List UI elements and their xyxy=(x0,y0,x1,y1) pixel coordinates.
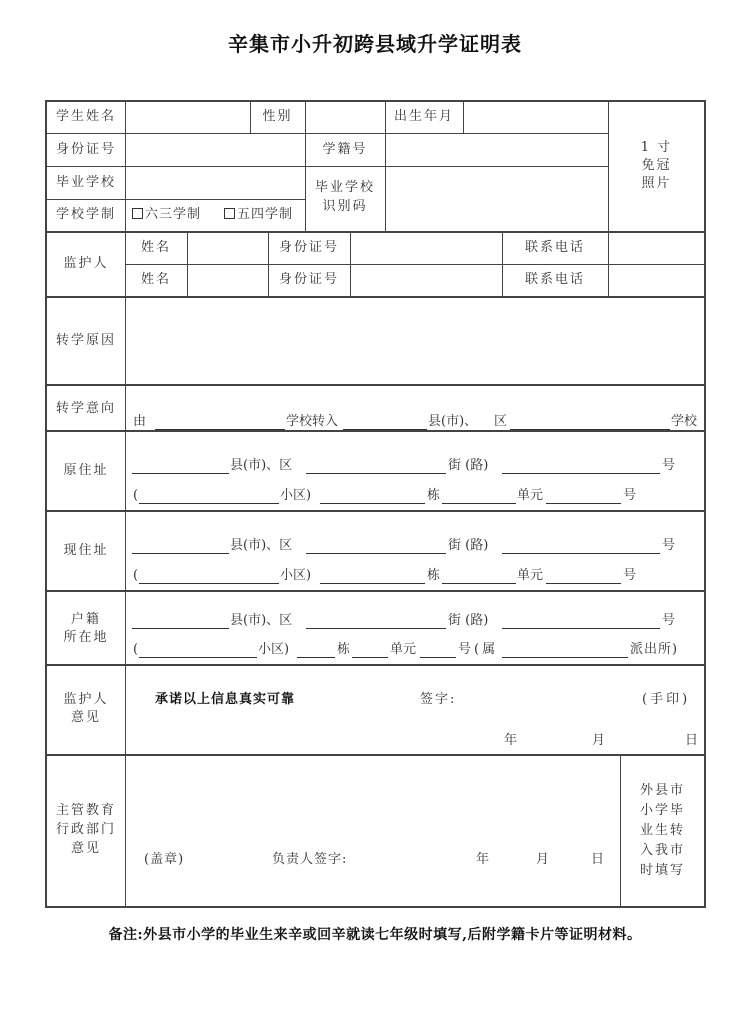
grad-school-label: 毕业学校 xyxy=(55,175,116,190)
guardian2-id-label: 身份证号 xyxy=(278,272,339,287)
cur-unit-blank[interactable] xyxy=(442,583,516,584)
cur-community-label: 小区) xyxy=(280,568,312,583)
edu-day-label: 日 xyxy=(591,852,607,867)
hukou-belongs-label: 号(属 xyxy=(458,642,499,657)
cur-unit-label: 单元 xyxy=(517,568,544,583)
edu-dept-label-3: 意见 xyxy=(70,841,101,856)
col-line xyxy=(350,231,351,296)
side-note-4: 入我市 xyxy=(639,843,685,858)
row-line xyxy=(45,384,706,386)
row-line xyxy=(45,199,305,200)
side-note-2: 小学毕 xyxy=(639,803,685,818)
gender-field[interactable] xyxy=(307,102,384,132)
hukou-county-blank[interactable] xyxy=(132,628,229,629)
photo-area[interactable] xyxy=(610,102,704,230)
cur-community-blank[interactable] xyxy=(139,583,279,584)
col-line xyxy=(463,100,464,133)
cur-county-blank[interactable] xyxy=(132,553,229,554)
edu-dept-label-1: 主管教育 xyxy=(55,803,116,818)
hukou-community-label: 小区) xyxy=(258,642,290,657)
hukou-unit-label: 单元 xyxy=(390,642,417,657)
orig-community-blank[interactable] xyxy=(139,503,279,504)
hukou-community-blank[interactable] xyxy=(139,657,257,658)
guardian-day-label: 日 xyxy=(685,733,701,748)
guardian1-id-label: 身份证号 xyxy=(278,240,339,255)
orig-number-blank[interactable] xyxy=(502,473,660,474)
orig-street-label: 街 (路) xyxy=(448,458,489,473)
cur-number-blank[interactable] xyxy=(502,553,660,554)
row-line xyxy=(45,430,706,432)
school-code-field[interactable] xyxy=(387,168,607,230)
footnote: 备注:外县市小学的毕业生来辛或回辛就读七年级时填写,后附学籍卡片等证明材料。 xyxy=(108,927,642,943)
gender-label: 性别 xyxy=(262,109,293,124)
guardian-signature-field[interactable] xyxy=(460,685,630,711)
hukou-room-blank[interactable] xyxy=(420,657,456,658)
cur-building-label: 栋 xyxy=(427,568,443,583)
orig-county-label: 县(市)、区 xyxy=(230,458,293,473)
orig-unit-label: 单元 xyxy=(517,488,544,503)
table-border-bottom xyxy=(45,906,706,908)
guardian-signature-label: 签字: xyxy=(420,692,457,707)
orig-room-label: 号 xyxy=(623,488,639,503)
hukou-label-2: 所在地 xyxy=(63,630,109,645)
side-note-5: 时填写 xyxy=(639,863,685,878)
guardian-opinion-label-2: 意见 xyxy=(70,710,101,725)
edu-seal-label: (盖章) xyxy=(144,852,185,867)
system-option-63-label: 六三学制 xyxy=(145,207,202,222)
hukou-building-blank[interactable] xyxy=(297,657,335,658)
guardian2-phone-field[interactable] xyxy=(610,266,704,295)
edu-dept-label-2: 行政部门 xyxy=(55,822,116,837)
original-address-label: 原住址 xyxy=(63,463,109,478)
birth-field[interactable] xyxy=(465,102,607,132)
guardian1-phone-label: 联系电话 xyxy=(524,240,585,255)
hukou-building-label: 栋 xyxy=(337,642,353,657)
student-name-label: 学生姓名 xyxy=(55,109,116,124)
student-no-label: 学籍号 xyxy=(322,142,368,157)
hukou-street-label: 街 (路) xyxy=(448,613,489,628)
guardian-promise: 承诺以上信息真实可靠 xyxy=(155,692,296,707)
edu-signer-label: 负责人签字: xyxy=(272,852,348,867)
current-address-label: 现住址 xyxy=(63,543,109,558)
id-number-field[interactable] xyxy=(127,135,304,165)
intent-from-school-blank[interactable] xyxy=(155,429,285,430)
row-line xyxy=(45,590,706,592)
transfer-intent-label: 转学意向 xyxy=(55,401,116,416)
guardian2-name-label: 姓名 xyxy=(140,272,171,287)
guardian-label: 监护人 xyxy=(63,256,109,271)
checkbox-icon[interactable] xyxy=(224,208,235,219)
cur-open-paren: ( xyxy=(133,568,141,583)
intent-school-transfer: 学校转入 xyxy=(286,414,339,429)
hukou-number-blank[interactable] xyxy=(502,628,660,629)
intent-school: 学校 xyxy=(671,414,698,429)
cur-number-label: 号 xyxy=(662,538,678,553)
orig-open-paren: ( xyxy=(133,488,141,503)
birth-label: 出生年月 xyxy=(393,109,454,124)
photo-label-3: 照片 xyxy=(641,176,672,191)
school-code-label-1: 毕业学校 xyxy=(314,180,375,195)
grad-school-field[interactable] xyxy=(127,168,304,198)
row-line xyxy=(125,264,706,265)
student-no-field[interactable] xyxy=(387,135,607,165)
system-option-54[interactable] xyxy=(224,207,293,223)
orig-room-blank[interactable] xyxy=(546,503,621,504)
guardian-fingerprint-label: (手印) xyxy=(642,692,691,707)
side-note-1: 外县市 xyxy=(639,783,685,798)
orig-community-label: 小区) xyxy=(280,488,312,503)
side-note-3: 业生转 xyxy=(639,823,685,838)
guardian-year-label: 年 xyxy=(504,733,520,748)
cur-street-label: 街 (路) xyxy=(448,538,489,553)
orig-county-blank[interactable] xyxy=(132,473,229,474)
photo-label-2: 免冠 xyxy=(641,158,672,173)
intent-target-school-blank[interactable] xyxy=(510,429,670,430)
intent-district: 区 xyxy=(494,414,510,429)
orig-building-label: 栋 xyxy=(427,488,443,503)
hukou-police-blank[interactable] xyxy=(502,657,628,658)
hukou-police-label: 派出所) xyxy=(630,642,679,657)
guardian2-name-field[interactable] xyxy=(189,266,267,295)
school-system-label: 学校学制 xyxy=(55,207,116,222)
cur-street-blank[interactable] xyxy=(306,553,446,554)
hukou-open-paren: ( xyxy=(133,642,141,657)
hukou-number-label: 号 xyxy=(662,613,678,628)
guardian1-phone-field[interactable] xyxy=(610,233,704,263)
hukou-county-label: 县(市)、区 xyxy=(230,613,293,628)
guardian1-name-field[interactable] xyxy=(189,233,267,263)
guardian1-name-label: 姓名 xyxy=(140,240,171,255)
cur-room-label: 号 xyxy=(623,568,639,583)
guardian-month-label: 月 xyxy=(592,733,608,748)
id-number-label: 身份证号 xyxy=(55,142,116,157)
col-line xyxy=(125,100,126,908)
guardian1-id-field[interactable] xyxy=(352,233,501,263)
intent-from: 由 xyxy=(133,414,149,429)
orig-number-label: 号 xyxy=(662,458,678,473)
col-line xyxy=(187,231,188,296)
row-line xyxy=(45,133,608,134)
transfer-reason-label: 转学原因 xyxy=(55,333,116,348)
guardian2-id-field[interactable] xyxy=(352,266,501,295)
guardian-opinion-label-1: 监护人 xyxy=(63,692,109,707)
cur-county-label: 县(市)、区 xyxy=(230,538,293,553)
hukou-unit-blank[interactable] xyxy=(352,657,388,658)
intent-county-blank[interactable] xyxy=(343,429,427,430)
orig-building-blank[interactable] xyxy=(320,503,425,504)
edu-month-label: 月 xyxy=(536,852,552,867)
guardian2-phone-label: 联系电话 xyxy=(524,272,585,287)
orig-street-blank[interactable] xyxy=(306,473,446,474)
intent-county-city: 县(市)、 xyxy=(428,414,478,429)
cur-room-blank[interactable] xyxy=(546,583,621,584)
system-option-63[interactable] xyxy=(132,207,201,223)
transfer-reason-field[interactable] xyxy=(127,298,704,383)
hukou-label-1: 户籍 xyxy=(70,612,101,627)
photo-label-1: 1 寸 xyxy=(640,140,673,155)
system-option-54-label: 五四学制 xyxy=(237,207,294,222)
school-code-label-2: 识别码 xyxy=(322,199,368,214)
checkbox-icon[interactable] xyxy=(132,208,143,219)
cur-building-blank[interactable] xyxy=(320,583,425,584)
row-line xyxy=(45,510,706,512)
col-line xyxy=(608,100,609,296)
form-title: 辛集市小升初跨县域升学证明表 xyxy=(228,32,522,56)
edu-dept-opinion-field[interactable] xyxy=(127,756,619,846)
edu-year-label: 年 xyxy=(476,852,492,867)
hukou-street-blank[interactable] xyxy=(306,628,446,629)
row-line xyxy=(45,664,706,666)
row-line xyxy=(45,166,608,167)
orig-unit-blank[interactable] xyxy=(442,503,516,504)
student-name-field[interactable] xyxy=(127,102,249,132)
